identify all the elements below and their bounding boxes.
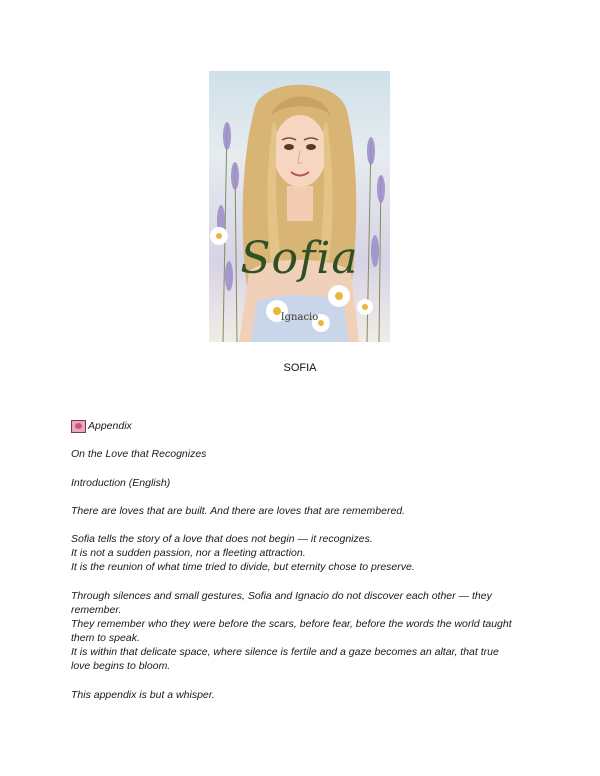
paragraph-line: It is not a sudden passion, nor a fleeting attraction. [71,547,306,559]
intro-heading: Introduction (English) [71,477,171,489]
paragraph-line: love begins to bloom. [71,660,171,672]
paragraph-line: It is the reunion of what time tried to divide, but eternity chose to preserve. [71,561,415,573]
flower-icon [71,420,86,433]
paragraph-line: Through silences and small gestures, Sofia and Ignacio do not discover each other — they [71,590,492,602]
paragraph-line: They remember who they were before the scars, before fear, before the words the world taught [71,618,512,630]
cover-author: Ignacio [280,312,319,323]
section-subtitle: On the Love that Recognizes [71,448,207,460]
paragraph-line: It is within that delicate space, where silence is fertile and a gaze becomes an altar, that true [71,646,499,658]
cover-illustration [209,71,390,342]
paragraph-line: There are loves that are built. And there are loves that are remembered. [71,505,406,517]
paragraph-line: remember. [71,604,122,616]
paragraph-line: them to speak. [71,632,140,644]
cover-caption: SOFIA [283,362,317,374]
appendix-heading: Appendix [88,420,132,432]
book-cover [209,71,390,342]
paragraph-line: This appendix is but a whisper. [71,689,215,701]
cover-title: Sofia [240,233,359,284]
paragraph-line: Sofia tells the story of a love that does not begin — it recognizes. [71,533,373,545]
